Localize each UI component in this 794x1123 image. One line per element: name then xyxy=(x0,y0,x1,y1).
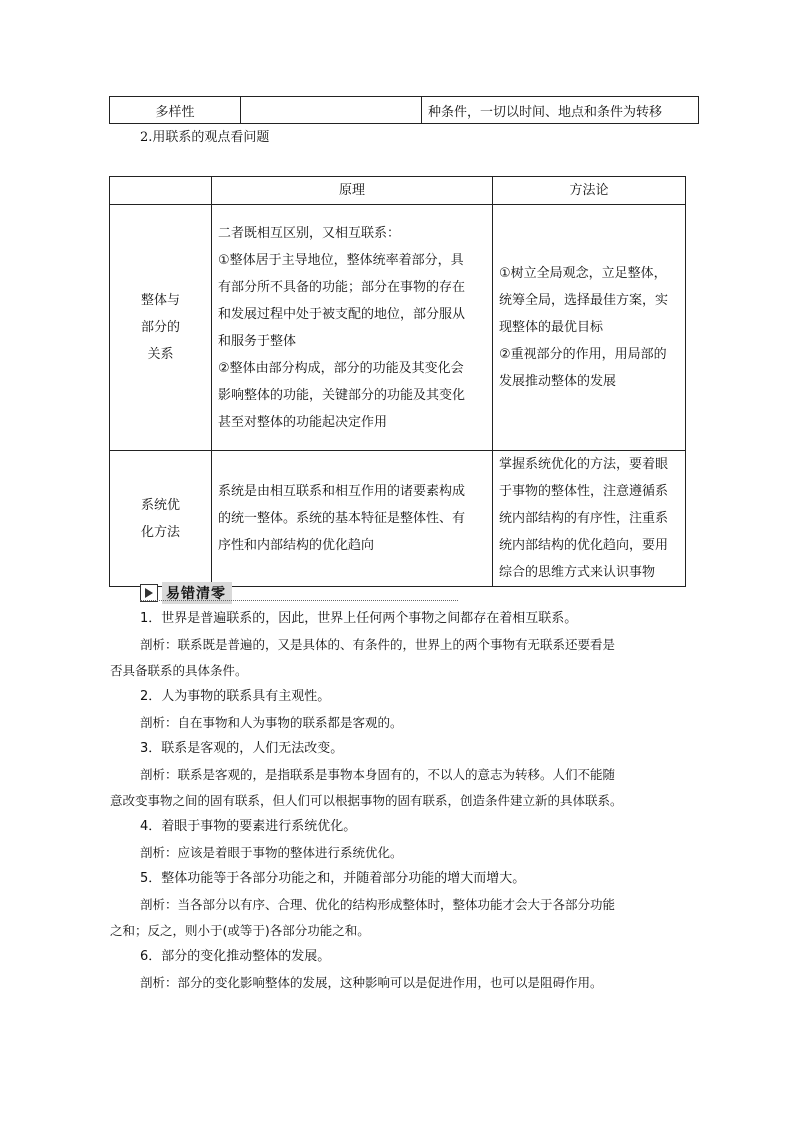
section-heading: 2.用联系的观点看问题 xyxy=(140,130,270,145)
header-cell-principle: 原理 xyxy=(212,177,493,205)
text-line: 影响整体的功能，关键部分的功能及其变化 xyxy=(218,387,466,403)
principle-cell xyxy=(212,451,493,587)
table-header-row xyxy=(110,177,686,205)
text-line: 现整体的最优目标 xyxy=(499,320,604,335)
row-label-system-optimization xyxy=(110,451,212,587)
analysis-line: 之和；反之，则小于(或等于)各部分功能之和。 xyxy=(110,923,370,938)
analysis-line: 意改变事物之间的固有联系，但人们可以根据事物的固有联系，创造条件建立新的具体联系。 xyxy=(110,793,623,808)
analysis-line: 剖析：联系既是普遍的，又是具体的、有条件的，世界上的两个事物有无联系还要看是 xyxy=(140,637,616,652)
divider xyxy=(140,600,458,601)
statement: 4．着眼于事物的要素进行系统优化。 xyxy=(140,819,357,834)
method-cell xyxy=(493,451,686,587)
error-correction-list xyxy=(110,606,688,996)
analysis-line: 否具备联系的具体条件。 xyxy=(110,663,248,678)
statement: 1．世界是普遍联系的，因此，世界上任何两个事物之间都存在着相互联系。 xyxy=(140,611,578,626)
principle-method-table xyxy=(109,176,686,587)
statement: 3．联系是客观的，人们无法改变。 xyxy=(140,741,344,756)
text-line: 统内部结构的优化趋向，要用 xyxy=(499,538,669,553)
text-line: 统内部结构的有序性，注重系 xyxy=(499,511,669,526)
table-cell: 多样性 xyxy=(110,97,241,124)
label-line: 关系 xyxy=(147,347,174,362)
analysis-line: 剖析：自在事物和人为事物的联系都是客观的。 xyxy=(140,715,403,730)
label-line: 系统优 xyxy=(140,497,180,513)
row-label-whole-part xyxy=(110,205,212,451)
text-line: 和发展过程中处于被支配的地位，部分服从 xyxy=(218,306,466,322)
statement: 2．人为事物的联系具有主观性。 xyxy=(140,689,331,704)
continuation-table xyxy=(109,96,699,124)
table-row xyxy=(110,205,686,451)
header-cell-methodology: 方法论 xyxy=(493,177,686,205)
principle-cell xyxy=(212,205,493,451)
text-line: 统筹全局，选择最佳方案，实 xyxy=(499,293,669,308)
text-line: 甚至对整体的功能起决定作用 xyxy=(218,414,388,430)
analysis-line: 剖析：部分的变化影响整体的发展，这种影响可以是促进作用，也可以是阻碍作用。 xyxy=(140,975,603,990)
statement: 5．整体功能等于各部分功能之和，并随着部分功能的增大而增大。 xyxy=(140,871,526,886)
text-line: 综合的思维方式来认识事物 xyxy=(499,565,656,580)
banner-title: 易错清零 xyxy=(162,582,232,604)
table-cell xyxy=(241,97,422,124)
text-line: ②重视部分的作用，用局部的 xyxy=(499,347,667,362)
table-row xyxy=(110,451,686,587)
text-line: 系统是由相互联系和相互作用的诸要素构成 xyxy=(218,484,466,499)
text-line: 掌握系统优化的方法，要着眼 xyxy=(499,457,669,472)
analysis-line: 剖析：联系是客观的，是指联系是事物本身固有的，不以人的意志为转移。人们不能随 xyxy=(140,767,616,782)
table-row xyxy=(110,97,699,124)
label-line: 整体与 xyxy=(140,293,180,308)
header-cell-empty xyxy=(110,177,212,205)
text-line: ②整体由部分构成，部分的功能及其变化会 xyxy=(218,360,464,376)
statement: 6．部分的变化推动整体的发展。 xyxy=(140,949,331,964)
text-line: 的统一整体。系统的基本特征是整体性、有 xyxy=(218,511,466,526)
analysis-line: 剖析：当各部分以有序、合理、优化的结构形成整体时，整体功能才会大于各部分功能 xyxy=(140,897,616,912)
text-line: ①整体居于主导地位，整体统率着部分，具 xyxy=(218,252,464,268)
method-cell xyxy=(493,205,686,451)
text-line: 发展推动整体的发展 xyxy=(499,374,617,389)
text-line: 和服务于整体 xyxy=(218,333,297,349)
text-line: 二者既相互区别，又相互联系： xyxy=(218,225,401,241)
label-line: 部分的 xyxy=(140,320,180,335)
text-line: 有部分所不具备的功能；部分在事物的存在 xyxy=(218,279,466,295)
analysis-line: 剖析：应该是着眼于事物的整体进行系统优化。 xyxy=(140,845,403,860)
text-line: ①树立全局观念，立足整体， xyxy=(499,266,667,281)
text-line: 于事物的整体性，注意遵循系 xyxy=(499,484,669,499)
label-line: 化方法 xyxy=(140,524,180,540)
text-line: 序性和内部结构的优化趋向 xyxy=(218,538,375,553)
table-cell: 种条件，一切以时间、地点和条件为转移 xyxy=(422,97,699,124)
